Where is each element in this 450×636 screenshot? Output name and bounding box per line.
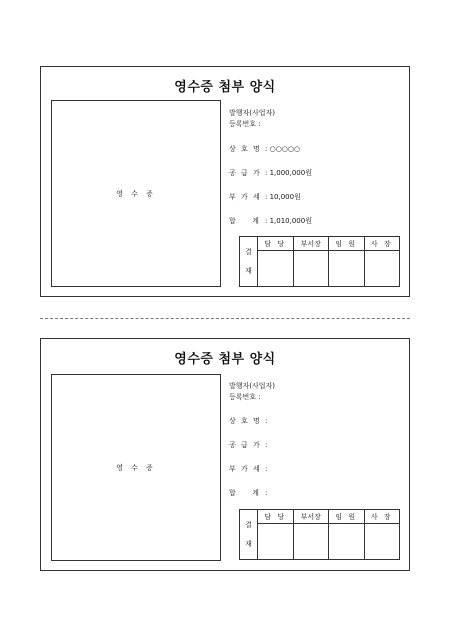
approval-sign-executive[interactable]	[329, 524, 365, 560]
company-name-value[interactable]: :	[265, 417, 268, 425]
total-value[interactable]: : 1,010,000원	[265, 217, 312, 225]
company-name-label: 상 호 명	[229, 417, 262, 425]
receipt-box-label: 영 수 증	[116, 463, 156, 472]
approval-side-cell	[240, 510, 258, 560]
receipt-box-label: 영 수 증	[116, 189, 156, 198]
total-label: 합 계	[229, 217, 261, 225]
issuer-label: 발행자(사업자)	[229, 109, 276, 117]
vat-row	[229, 193, 301, 202]
issuer-label: 발행자(사업자)	[229, 382, 276, 390]
receipt-form-top	[40, 66, 410, 297]
approval-side-bottom: 재	[245, 539, 252, 548]
approval-sign-manager[interactable]	[258, 251, 294, 287]
registration-number-label: 등록번호 :	[229, 120, 261, 128]
approval-side-top: 결	[245, 248, 252, 257]
supply-price-label: 공 급 가	[229, 441, 262, 449]
approval-header-president: 사 장	[364, 510, 400, 524]
approval-header-president: 사 장	[364, 237, 400, 251]
form-title: 영수증 첨부 양식	[174, 352, 276, 367]
company-name-label: 상 호 명	[229, 145, 262, 153]
approval-header-manager: 담 당	[258, 510, 294, 524]
total-label: 합 계	[229, 489, 261, 497]
approval-sign-department-head[interactable]	[293, 524, 329, 560]
approval-side-cell	[240, 237, 258, 287]
vat-label: 부 가 세	[229, 193, 262, 201]
vat-value[interactable]: :	[265, 465, 268, 473]
approval-sign-president[interactable]	[364, 251, 400, 287]
approval-table	[239, 509, 400, 560]
total-value[interactable]: :	[265, 489, 268, 497]
approval-header-department-head: 부서장	[293, 510, 329, 524]
approval-side-bottom: 재	[245, 266, 252, 275]
approval-table	[239, 236, 400, 287]
approval-sign-department-head[interactable]	[293, 251, 329, 287]
approval-header-department-head: 부서장	[293, 237, 329, 251]
supply-price-row	[229, 441, 267, 450]
approval-header-manager: 담 당	[258, 237, 294, 251]
supply-price-value[interactable]: : 1,000,000원	[265, 169, 312, 177]
approval-header-executive: 임 원	[329, 510, 365, 524]
approval-side-top: 결	[245, 521, 252, 530]
registration-number-label: 등록번호 :	[229, 393, 261, 401]
supply-price-label: 공 급 가	[229, 169, 262, 177]
cut-line-divider	[40, 318, 410, 319]
vat-label: 부 가 세	[229, 465, 262, 473]
vat-value[interactable]: : 10,000원	[265, 193, 301, 201]
total-row	[229, 217, 312, 226]
supply-price-value[interactable]: :	[265, 441, 268, 449]
receipt-form-bottom	[40, 338, 410, 571]
approval-sign-president[interactable]	[364, 524, 400, 560]
approval-sign-manager[interactable]	[258, 524, 294, 560]
total-row	[229, 489, 267, 498]
company-name-value[interactable]: : ○○○○○	[265, 145, 301, 153]
form-title: 영수증 첨부 양식	[174, 80, 276, 95]
receipt-attachment-area[interactable]	[51, 374, 221, 561]
receipt-attachment-area[interactable]	[51, 100, 221, 287]
approval-sign-executive[interactable]	[329, 251, 365, 287]
supply-price-row	[229, 169, 312, 178]
company-name-row	[229, 417, 267, 426]
approval-header-executive: 임 원	[329, 237, 365, 251]
company-name-row	[229, 145, 300, 154]
vat-row	[229, 465, 267, 474]
